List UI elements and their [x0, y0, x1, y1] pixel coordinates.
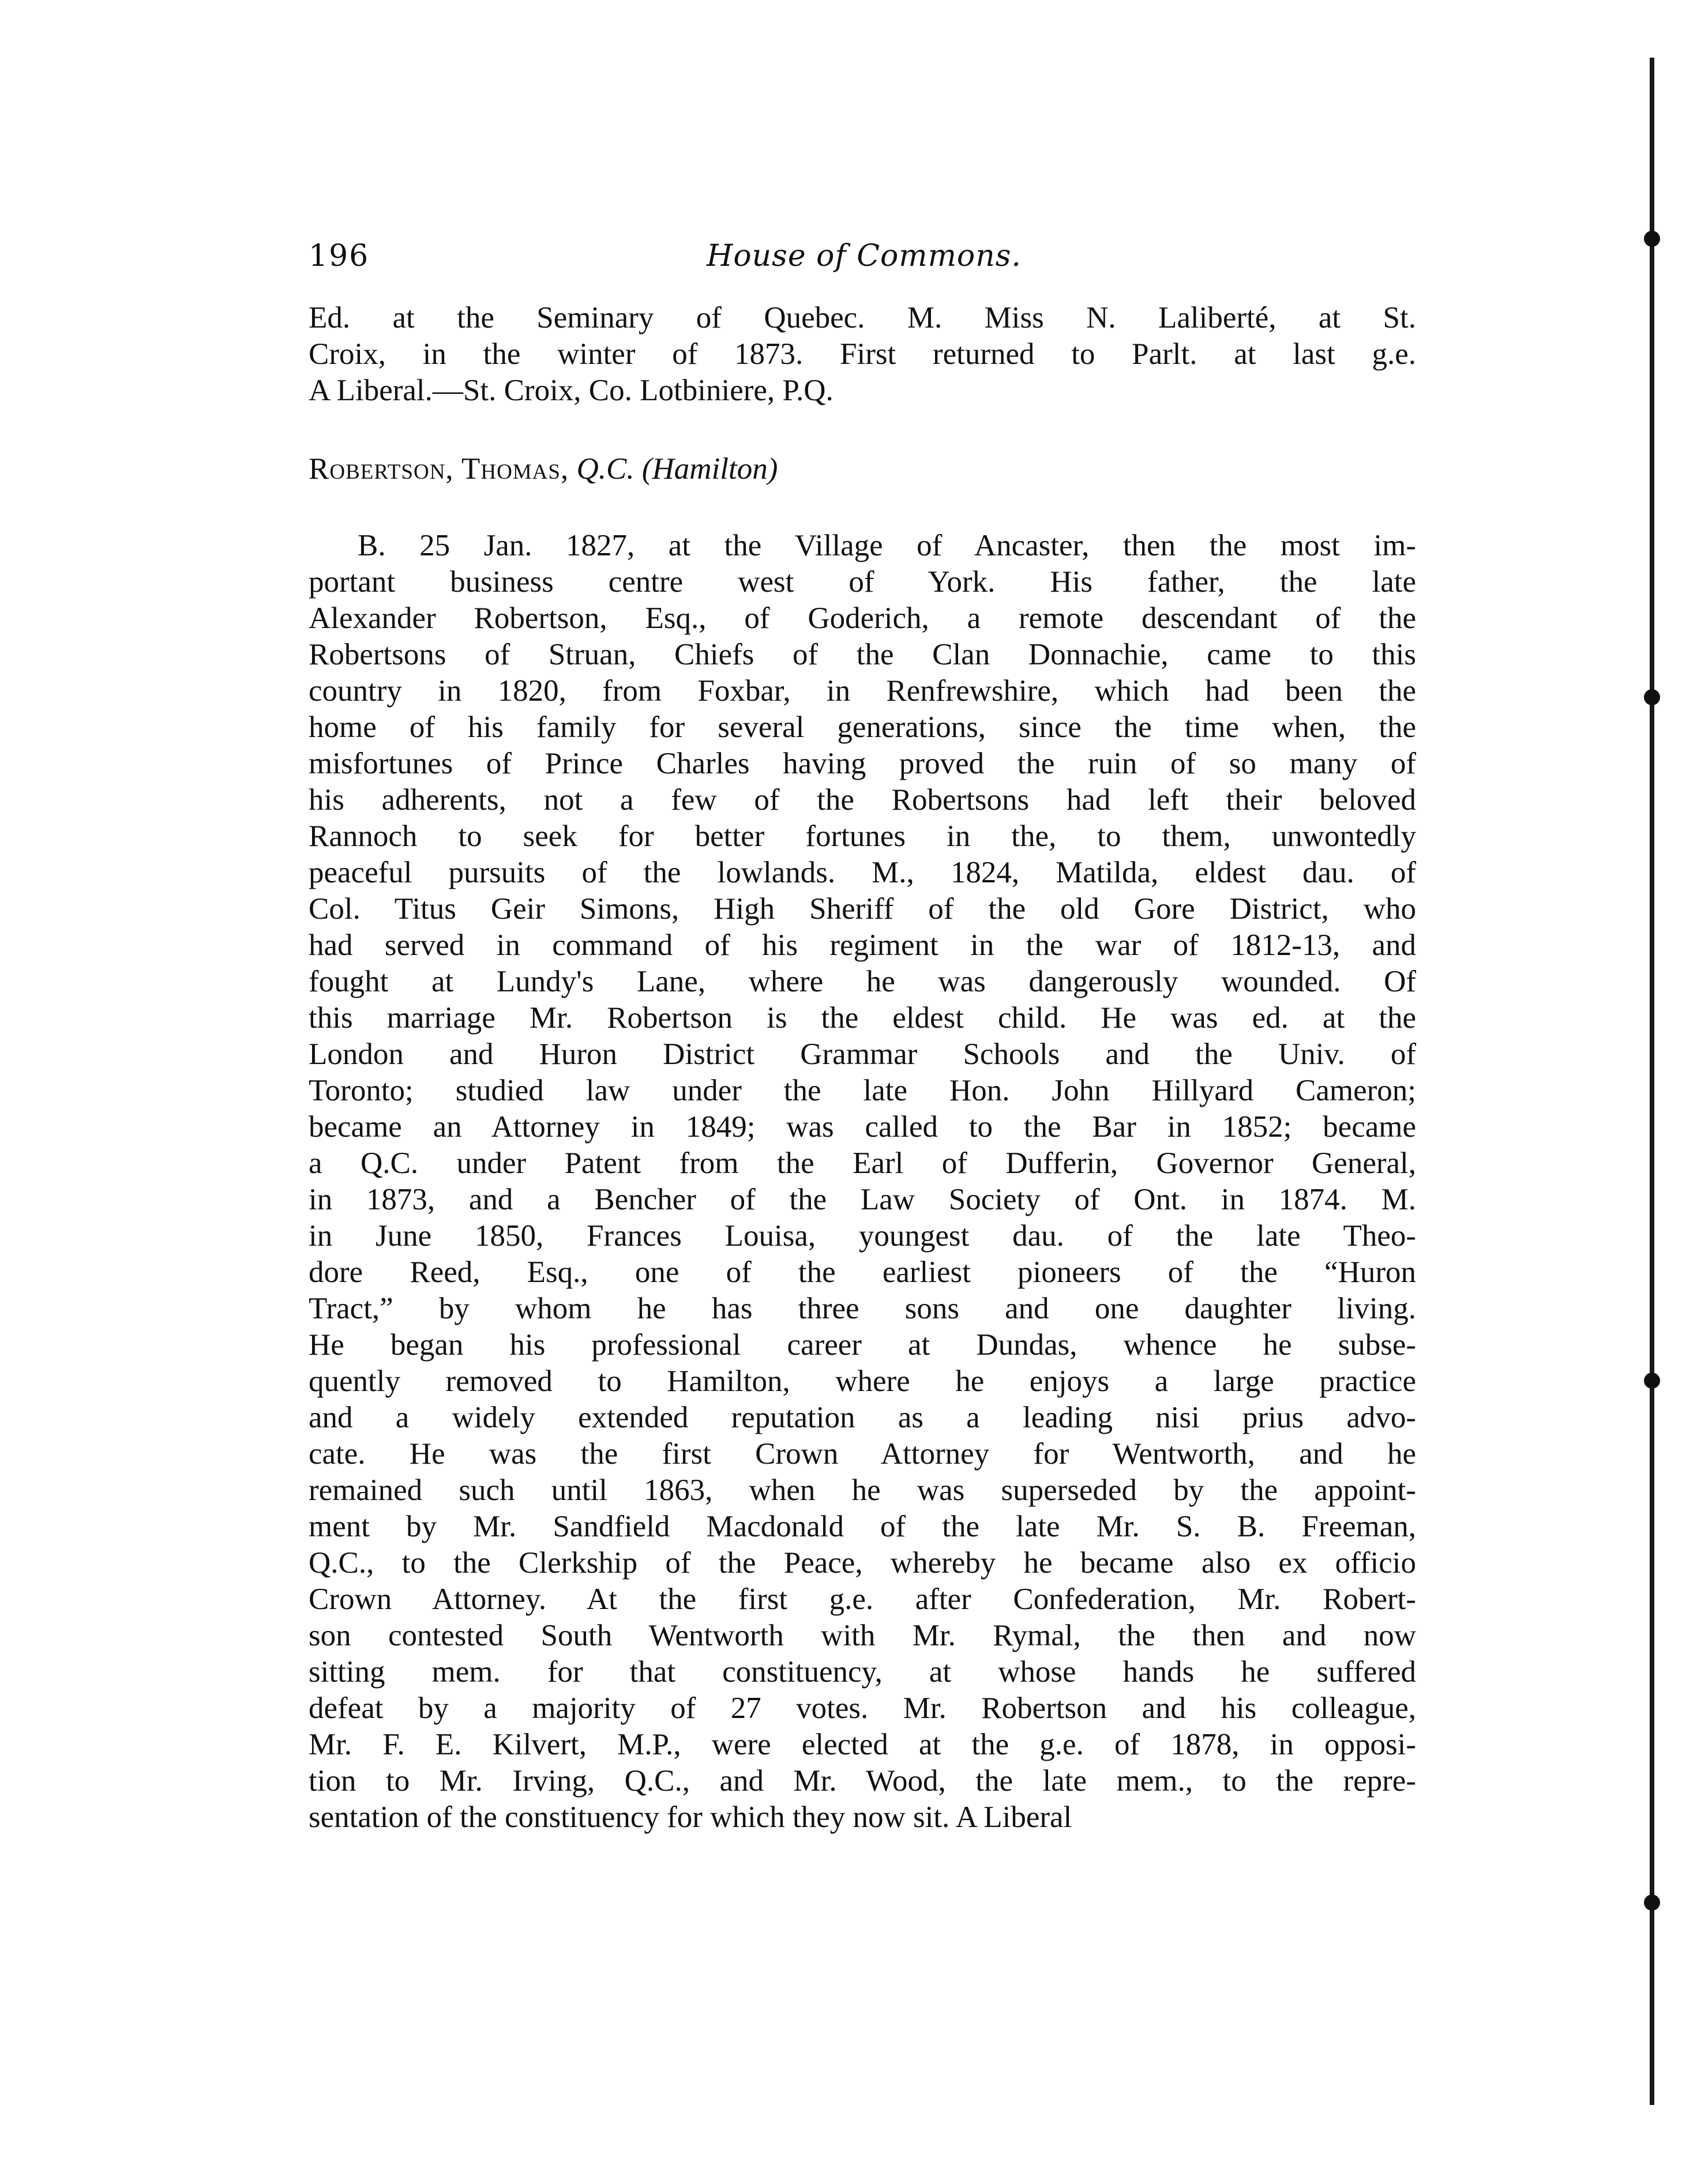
text-line: Rannoch to seek for better fortunes in the, to them, unwontedly: [309, 820, 1416, 853]
entry-title: Q.C.: [576, 452, 635, 486]
entry-name: Robertson, Thomas,: [309, 452, 569, 486]
text-line: sitting mem. for that constituency, at whose hands he suffered: [309, 1655, 1416, 1689]
text-line: London and Huron District Grammar Schools and the Univ. of: [309, 1038, 1416, 1071]
text-line: defeat by a majority of 27 votes. Mr. Robertson and his colleague,: [309, 1691, 1416, 1725]
text-line: Tract,” by whom he has three sons and one daughter living.: [309, 1292, 1416, 1325]
page-header: [309, 231, 1416, 283]
text-line: Toronto; studied law under the late Hon. John Hillyard Cameron;: [309, 1074, 1416, 1107]
running-title: House of Commons.: [707, 239, 1022, 273]
text-line: and a widely extended reputation as a leading nisi prius advo-: [309, 1401, 1416, 1434]
binding-mark: [1644, 689, 1660, 705]
text-line: son contested South Wentworth with Mr. Rymal, the then and now: [309, 1619, 1416, 1652]
text-line: ment by Mr. Sandfield Macdonald of the late Mr. S. B. Freeman,: [309, 1510, 1416, 1543]
text-line: misfortunes of Prince Charles having proved the ruin of so many of: [309, 747, 1416, 780]
previous-entry-continuation: [309, 300, 1416, 409]
text-line: Mr. F. E. Kilvert, M.P., were elected at the g.e. of 1878, in opposi-: [309, 1728, 1416, 1761]
text-line: quently removed to Hamilton, where he enjoys a large practice: [309, 1364, 1416, 1398]
text-line: home of his family for several generations, since the time when, the: [309, 711, 1416, 744]
binding-mark: [1644, 1894, 1660, 1911]
entry-heading: [309, 451, 778, 487]
text-line: had served in command of his regiment in the war of 1812-13, and: [309, 929, 1416, 962]
text-line: Croix, in the winter of 1873. First returned to Parlt. at last g.e.: [309, 337, 1416, 371]
text-line: a Q.C. under Patent from the Earl of Dufferin, Governor General,: [309, 1146, 1416, 1180]
binding-mark: [1644, 231, 1660, 247]
text-line: country in 1820, from Foxbar, in Renfrewshire, which had been the: [309, 674, 1416, 708]
text-line: tion to Mr. Irving, Q.C., and Mr. Wood, the late mem., to the repre-: [309, 1764, 1416, 1798]
text-line: Alexander Robertson, Esq., of Goderich, a remote descendant of the: [309, 602, 1416, 635]
text-line: in June 1850, Frances Louisa, youngest dau. of the late Theo-: [309, 1219, 1416, 1253]
binding-edge-rule: [1650, 58, 1654, 2105]
text-line: He began his professional career at Dundas, whence he subse-: [309, 1328, 1416, 1362]
text-line: fought at Lundy's Lane, where he was dangerously wounded. Of: [309, 965, 1416, 998]
text-line: became an Attorney in 1849; was called to the Bar in 1852; became: [309, 1110, 1416, 1144]
biography-paragraph: [309, 528, 1416, 1836]
text-line: in 1873, and a Bencher of the Law Society of Ont. in 1874. M.: [309, 1183, 1416, 1216]
page-number: 196: [309, 239, 370, 273]
text-line: this marriage Mr. Robertson is the eldest child. He was ed. at the: [309, 1001, 1416, 1035]
entry-constituency: (Hamilton): [641, 452, 778, 486]
text-line: remained such until 1863, when he was superseded by the appoint-: [309, 1473, 1416, 1507]
text-line: A Liberal.—St. Croix, Co. Lotbiniere, P.Q.: [309, 374, 834, 407]
text-line: B. 25 Jan. 1827, at the Village of Ancaster, then the most im-: [358, 529, 1416, 562]
text-line: dore Reed, Esq., one of the earliest pioneers of the “Huron: [309, 1255, 1416, 1289]
text-line: Ed. at the Seminary of Quebec. M. Miss N. Laliberté, at St.: [309, 301, 1416, 334]
text-line: portant business centre west of York. His father, the late: [309, 565, 1416, 599]
text-line: Q.C., to the Clerkship of the Peace, whereby he became also ex officio: [309, 1546, 1416, 1580]
text-line: sentation of the constituency for which they now sit. A Liberal: [309, 1800, 1072, 1834]
text-line: peaceful pursuits of the lowlands. M., 1824, Matilda, eldest dau. of: [309, 856, 1416, 889]
text-line: his adherents, not a few of the Robertsons had left their beloved: [309, 783, 1416, 817]
text-line: Crown Attorney. At the first g.e. after Confederation, Mr. Robert-: [309, 1582, 1416, 1616]
text-line: cate. He was the first Crown Attorney for Wentworth, and he: [309, 1437, 1416, 1471]
binding-mark: [1644, 1373, 1660, 1389]
text-line: Col. Titus Geir Simons, High Sheriff of the old Gore District, who: [309, 892, 1416, 926]
text-line: Robertsons of Struan, Chiefs of the Clan Donnachie, came to this: [309, 638, 1416, 671]
